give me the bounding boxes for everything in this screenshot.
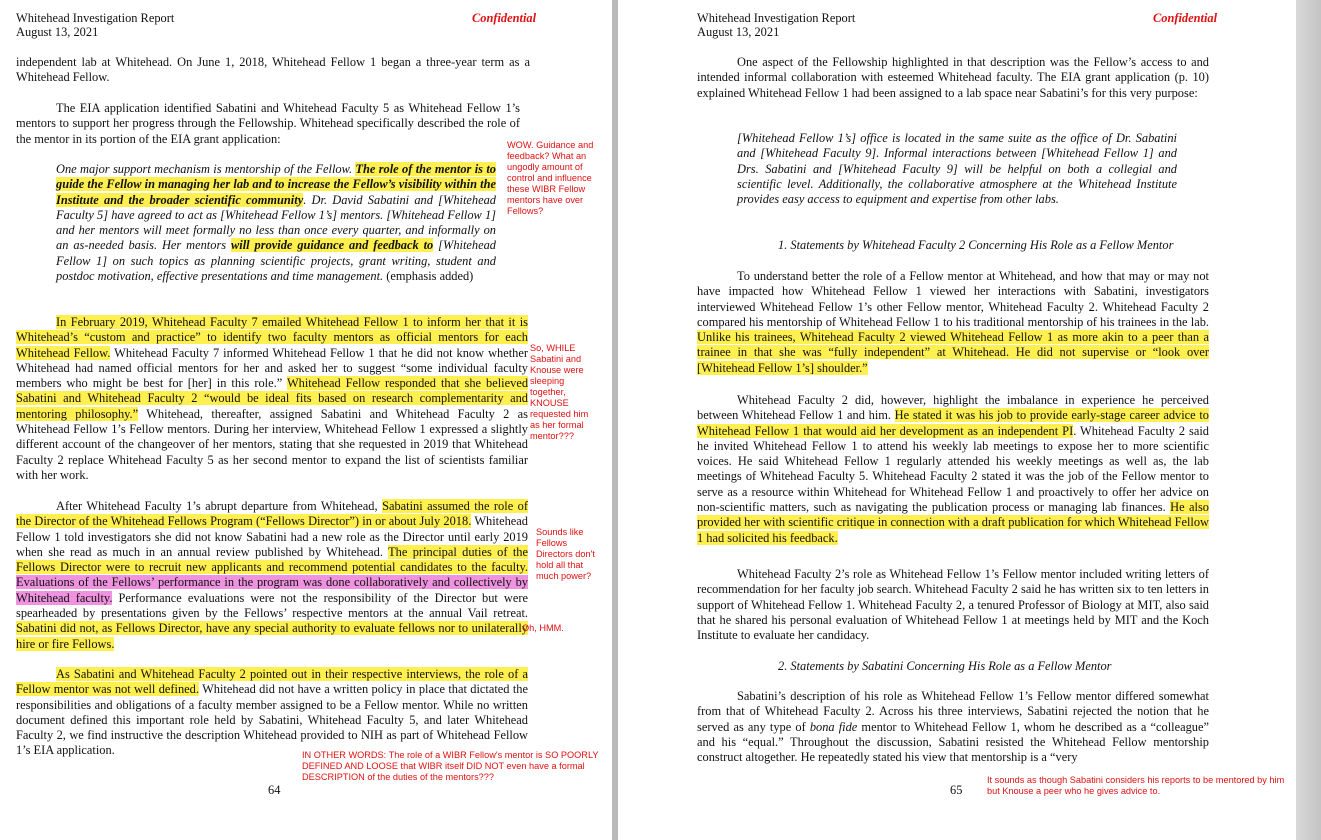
text: Performance evaluations were not the responsibility of the Director but were spearheaded by presentations given by the Fellows’ respective mentors at the annual Vail retreat. — [16, 590, 528, 621]
section-heading: 2. Statements by Sabatini Concerning His Role as a Fellow Mentor — [778, 659, 1112, 673]
margin-annotation: IN OTHER WORDS: The role of a WIBR Fellow's mentor is SO POORLY DEFINED AND LOOSE that WIBR itself DID NOT even have a formal DESCRIPTION of the duties of the mentors??? — [302, 750, 599, 782]
header-date: August 13, 2021 — [697, 25, 780, 39]
paragraph: The EIA application identified Sabatini and Whitehead Faculty 5 as Whitehead Fellow 1’s mentors to support her progress through the Fellowship. Whitehead specifically described the role of the mentor in its portion of the EIA grant application: — [16, 101, 520, 146]
document-page-65 — [618, 0, 1296, 840]
paragraph — [16, 315, 528, 483]
section-heading: 1. Statements by Whitehead Faculty 2 Concerning His Role as a Fellow Mentor — [778, 238, 1174, 252]
highlight: The principal duties of the Fellows Director were to recruit new applicants and recommend potential candidates to the faculty. — [16, 544, 528, 575]
quote-text: One major support mechanism is mentorship of the Fellow. — [56, 162, 356, 176]
paragraph: Whitehead Faculty 2’s role as Whitehead Fellow 1’s Fellow mentor included writing letters of recommendation for her faculty job search. Whitehead Faculty 2 said he has written six to ten letters in support of Whitehead Fellow 1. Whitehead Faculty 2, a tenured Professor of Biology at MIT, also said that he shared his personal evaluation of Whitehead Fellow 1 at meetings held by MIT and the Koch Institute to evaluate her candidacy. — [697, 567, 1209, 643]
paragraph — [16, 499, 528, 652]
page-number: 64 — [268, 783, 281, 797]
text: Sabatini’s description of his role as Whitehead Fellow 1’s Fellow mentor differed somewhat from that of Whitehead Faculty 2. Across his three interviews, Sabatini rejected the notion that he served as any type of — [697, 689, 1209, 734]
highlight: Unlike his trainees, Whitehead Faculty 2 viewed Whitehead Fellow 1 as more akin to a peer than a trainee in that she was “fully independent” at Whitehead. He did not supervise or “look over [Whitehead Fellow 1’s] shoulder.” — [697, 330, 1209, 375]
highlight: will provide guidance and feedback to — [231, 238, 434, 253]
margin-annotation: It sounds as though Sabatini considers his reports to be mentored by him but Knouse a peer who he gives advice to. — [987, 775, 1285, 796]
confidential-label: Confidential — [1153, 11, 1218, 25]
highlight: The role of the mentor is to guide the Fellow in managing her lab and to increase the Fellow’s visibility within the Institute and the broader scientific community — [56, 162, 496, 207]
quote-text: [Whitehead Fellow 1] on such topics as planning scientific projects, grant writing, student and postdoc motivation, effective presentations and time management. — [56, 238, 496, 284]
paragraph — [697, 393, 1209, 546]
block-quote: [Whitehead Fellow 1’s] office is located in the same suite as the office of Dr. Sabatini and [Whitehead Faculty 9]. Informal interactions between [Whitehead Fellow 1] and Drs. Sabatini and [Whitehead Faculty 9] will be helpful on both a collegial and scientific level. Additionally, the collaborative atmosphere at the Whitehead Institute provides easy access to equipment and expertise from other labs. — [737, 131, 1177, 207]
quote-text: . Dr. David Sabatini and [Whitehead Faculty 5] have agreed to act as [Whitehead Fellow 1’s] mentors. [Whitehead Fellow 1] and her mentors will meet formally no less than once every quarter, and informally on an as-needed basis. Her mentors — [56, 192, 496, 253]
text: Whitehead Faculty 2 did, however, highlight the imbalance in experience he perceived between Whitehead Fellow 1 and him. — [697, 393, 1209, 423]
text: . Whitehead Faculty 2 said he invited Whitehead Fellow 1 to attend his weekly lab meetings to expose her to more scientific voices. He said Whitehead Fellow 1 regularly attended his weekly meetings as well as, the lab meetings of Whitehead Faculty 5. Whitehead Faculty 2 stated it was the job of the Fellow mentor to serve as a resource within Whitehead for Whitehead Fellow 1 and proactively to offer her advice on non-scientific matters, such as navigating the publication process or managing lab finances. — [697, 423, 1209, 515]
text: mentor to Whitehead Fellow 1, whom he described as a “colleague” and his “equal.” Throughout the discussion, Sabatini resisted the Whitehead Fellow mentorship construct altogether. He repeatedly stated his view that mentorship is a “very — [697, 719, 1209, 765]
paragraph — [697, 689, 1209, 765]
highlight: Sabatini did not, as Fellows Director, have any special authority to evaluate fellows nor to unilaterally hire or fire Fellows. — [16, 621, 528, 651]
text: Whitehead Fellow 1 told investigators she did not know Sabatini had a new role as the Director until early 2019 when she read as much in an annual review published by Whitehead. — [16, 514, 528, 559]
margin-annotation: Oh, HMM. — [522, 623, 564, 633]
page-header — [697, 11, 855, 39]
margin-annotation: WOW. Guidance and feedback? What an ungodly amount of control and influence these WIBR Fellow mentors have over Fellows? — [507, 140, 594, 216]
text: Whitehead did not have a written policy in place that dictated the responsibilities and obligations of a faculty member assigned to be a Fellow mentor. While no written document defined this important role held by Sabatini, Whitehead Faculty 5, and later Whitehead Faculty 2, we find instructive the description Whitehead provided to NIH as part of Whitehead Fellow 1’s EIA application. — [16, 682, 528, 758]
highlight: In February 2019, Whitehead Faculty 7 emailed Whitehead Fellow 1 to inform her that it is Whitehead’s “custom and practice” to identify two faculty mentors as official mentors for each Whitehead Fellow. — [16, 315, 528, 360]
highlight: Whitehead Fellow responded that she believed Sabatini and Whitehead Faculty 2 “would be ideal fits based on research complementarity and mentoring philosophy.” — [16, 376, 529, 421]
highlight: He stated it was his job to provide early-stage career advice to Whitehead Fellow 1 that would aid her development as an independent PI — [697, 408, 1209, 438]
emphasis-note: (emphasis added) — [383, 269, 474, 284]
highlight: As Sabatini and Whitehead Faculty 2 pointed out in their respective interviews, the role of a Fellow mentor was not well defined. — [16, 667, 528, 697]
paragraph — [16, 667, 528, 759]
header-date: August 13, 2021 — [16, 25, 99, 39]
document-page-64 — [0, 0, 612, 840]
text: To understand better the role of a Fellow mentor at Whitehead, and how that may or may not have impacted how Whitehead Fellow 1 viewed her interactions with Sabatini, investigators interviewed Whitehead Fellow 1’s other Fellow mentor, Whitehead Faculty 2. Whitehead Faculty 2 compared his mentorship of Whitehead Fellow 1 to his traditional mentorship of his trainees in the lab. — [697, 269, 1209, 329]
margin-annotation: Sounds like Fellows Directors don't hold all that much power? — [536, 527, 595, 581]
block-quote — [56, 162, 496, 284]
header-title: Whitehead Investigation Report — [16, 11, 175, 25]
margin-annotation: So, WHILE Sabatini and Knouse were sleeping together, KNOUSE requested him as her formal mentor??? — [530, 343, 589, 441]
paragraph: One aspect of the Fellowship highlighted in that description was the Fellow’s access to and intended informal collaboration with esteemed Whitehead faculty. The EIA grant application (p. 10) explained Whitehead Fellow 1 had been assigned to a lab space near Sabatini’s for this very purpose: — [697, 55, 1209, 100]
text: After Whitehead Faculty 1’s abrupt departure from Whitehead, — [56, 499, 383, 513]
highlight: Sabatini assumed the role of the Director of the Whitehead Fellows Program (“Fellows Director”) in or about July 2018. — [16, 499, 528, 529]
confidential-label: Confidential — [472, 11, 537, 25]
viewer-background — [1296, 0, 1321, 840]
highlight: He also provided her with scientific critique in connection with a draft publication for which Whitehead Fellow 1 had solicited his feedback. — [697, 500, 1209, 545]
text: Whitehead Faculty 7 informed Whitehead Fellow 1 that he did not know whether Whitehead had named official mentors for her and asked her to suggest “some individual faculty members who might be best for [her] in this role.” — [16, 345, 528, 391]
page-header — [16, 11, 174, 39]
highlight-pink: Evaluations of the Fellows’ performance in the program was done collaboratively and collectively by Whitehead faculty. — [16, 575, 528, 605]
text: Whitehead, thereafter, assigned Sabatini and Whitehead Faculty 2 as Whitehead Fellow 1’s Fellow mentors. During her interview, Whitehead Fellow 1 expressed a slightly different account of the changeover of her mentors, stating that she requested in 2019 that Whitehead Faculty 2 replace Whitehead Faculty 5 as her second mentor to expand the list of scientists familiar with her work. — [16, 406, 528, 482]
paragraph — [697, 269, 1209, 376]
header-title: Whitehead Investigation Report — [697, 11, 856, 25]
italic-text: bona fide — [809, 719, 858, 734]
paragraph: independent lab at Whitehead. On June 1, 2018, Whitehead Fellow 1 began a three-year term as a Whitehead Fellow. — [16, 55, 530, 85]
page-number: 65 — [950, 783, 963, 797]
